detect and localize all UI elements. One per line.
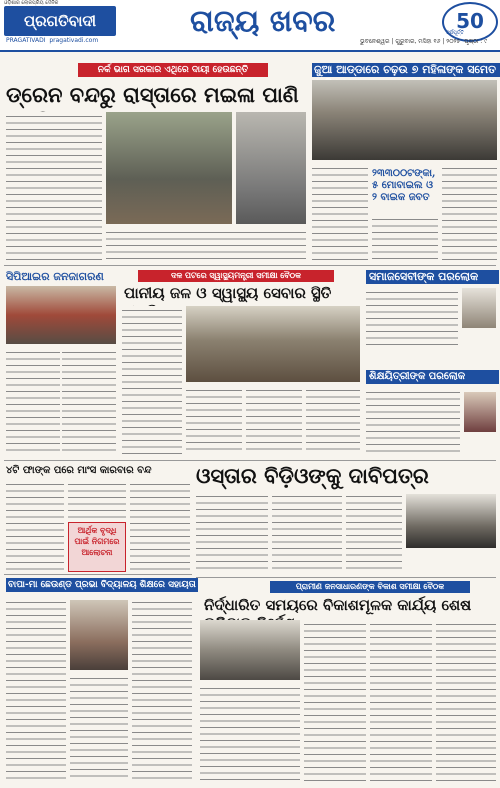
story11-text-col2	[70, 674, 128, 782]
story4-text-col1	[6, 348, 60, 454]
story3-text-col4	[306, 386, 360, 454]
story2-pullquote: ୨୩୩୦୦ଟଙ୍କା, ୫ ମୋବାଇଲ ଓ ୨ ବାଇକ ଜବତ	[372, 168, 436, 203]
story1-kicker: ନର୍କ ଭାଗ ସରକାର ଏଥିରେ ଦାୟୀ ହେଉଛନ୍ତି	[78, 63, 268, 77]
story8-text-col1	[196, 492, 268, 572]
story4-photo	[6, 286, 116, 344]
story2-headline: ଜୁଆ ଆଡ୍ଡାରେ ଚଢ଼ଉ ୭ ମହିଳାଙ୍କ ସମେତ	[312, 63, 500, 77]
story9-box: ଆର୍ଥିକ ବୃଦ୍ଧି ପାଇଁ ନିଗମରେ ଆଲୋଚନା	[68, 522, 126, 572]
story3-kicker: ଦଳ ପଟରେ ସ୍ୱାସ୍ଥ୍ୟମନ୍ତ୍ରୀ ସମୀକ୍ଷା ବୈଠକ	[138, 270, 334, 282]
story5-portrait	[462, 288, 496, 328]
story1-headline: ଡ୍ରେନ ବନ୍ଦରୁ ରାସ୍ତାରେ ମଇଳା ପାଣି	[6, 82, 299, 107]
story7-headline: ୪ଟି ଫାଙ୍କ ପରେ ମାଂସ କାରବାର ବନ୍ଦ	[6, 465, 152, 476]
story10-headline: ନିର୍ଦ୍ଧାରିତ ସମୟରେ ବିକାଶମୂଳକ କାର୍ଯ୍ୟ ଶେଷ	[204, 596, 472, 614]
story3-headline: ପାନୀୟ ଜଳ ଓ ସ୍ୱାସ୍ଥ୍ୟ ସେବାର ସ୍ଥିତି	[124, 284, 332, 302]
logo: ପ୍ରଗତିବାଦୀ	[4, 6, 116, 36]
story6-portrait	[464, 392, 496, 432]
story8-photo	[406, 494, 496, 548]
story1-text-col1	[6, 112, 102, 260]
divider	[4, 574, 192, 575]
tagline: ଓଡ଼ିଶାର ଲୋକପ୍ରିୟ ଦୈନିକ	[4, 0, 59, 6]
story4-headline: ସିପିଆଇର ଜନଜାଗରଣ	[6, 270, 104, 283]
story10-text-col1	[200, 684, 300, 782]
anniversary-sub: ବର୍ଷପୂର୍ତ୍ତି	[446, 30, 464, 36]
dateline: ଭୁବନେଶ୍ୱର | ଗୁରୁବାର, ମସିହା ୧୬ | ୨୦୨୫ ପୃଷ୍ଠା : ୯	[360, 38, 488, 45]
story11-headline: ବାପା-ମା ଛେଉଣ୍ଡ ପ୍ରଭା ବିଦ୍ୟାଳୟ ଶିକ୍ଷରେ ସହାୟତା	[6, 578, 198, 592]
story2-text-col1	[312, 164, 368, 260]
story11-photo	[70, 600, 128, 670]
story5-headline: ସମାଜସେବୀଙ୍କ ପରଲୋକ	[366, 270, 499, 284]
story6-headline: ଶିକ୍ଷୟିତ୍ରୀଙ୍କ ପରଲୋକ	[366, 370, 499, 384]
story10-photo	[200, 620, 300, 680]
story2-text-col2	[372, 215, 438, 260]
divider	[196, 577, 496, 578]
story3-text-col3	[246, 386, 302, 454]
story8-text-col3	[346, 492, 402, 572]
story10-kicker: ପ୍ରାମୀଣ ଜନସାଧାରଣଙ୍କ ବିକାଶ ସମୀକ୍ଷା ବୈଠକ	[270, 581, 470, 593]
story7-text-col1	[6, 480, 64, 570]
story3-photo	[186, 306, 360, 382]
story10-text-col3	[370, 620, 432, 782]
story6-text	[366, 388, 460, 454]
story10-text-col4	[436, 620, 496, 782]
section-title: ରାଜ୍ୟ ଖବର	[190, 4, 336, 39]
story4-text-col2	[62, 348, 116, 454]
divider	[4, 265, 496, 266]
story3-text-col1	[122, 306, 182, 454]
story7-text-col3	[130, 480, 190, 570]
masthead	[0, 0, 500, 52]
story10-text-col2	[304, 620, 366, 782]
story1-photo-1	[106, 112, 232, 224]
story11-text-col1	[6, 598, 66, 782]
story2-photo	[312, 80, 497, 160]
story3-text-col2	[186, 386, 242, 454]
story1-photo-2	[236, 112, 306, 224]
divider	[4, 460, 496, 461]
story7-text-col2	[68, 480, 126, 520]
story8-text-col2	[272, 492, 342, 572]
story5-text	[366, 288, 458, 348]
logo-sub: PRAGATIVADI pragativadi.com	[6, 37, 99, 44]
story8-headline: ଓସ୍ତାର ବିଡ଼ିଓଙ୍କୁ ଦାବିପତ୍ର	[196, 463, 429, 488]
anniversary-badge: 50	[442, 2, 498, 42]
story2-text-col3	[442, 164, 497, 260]
story1-text-col2	[106, 228, 306, 260]
story11-text-col3	[132, 598, 192, 782]
